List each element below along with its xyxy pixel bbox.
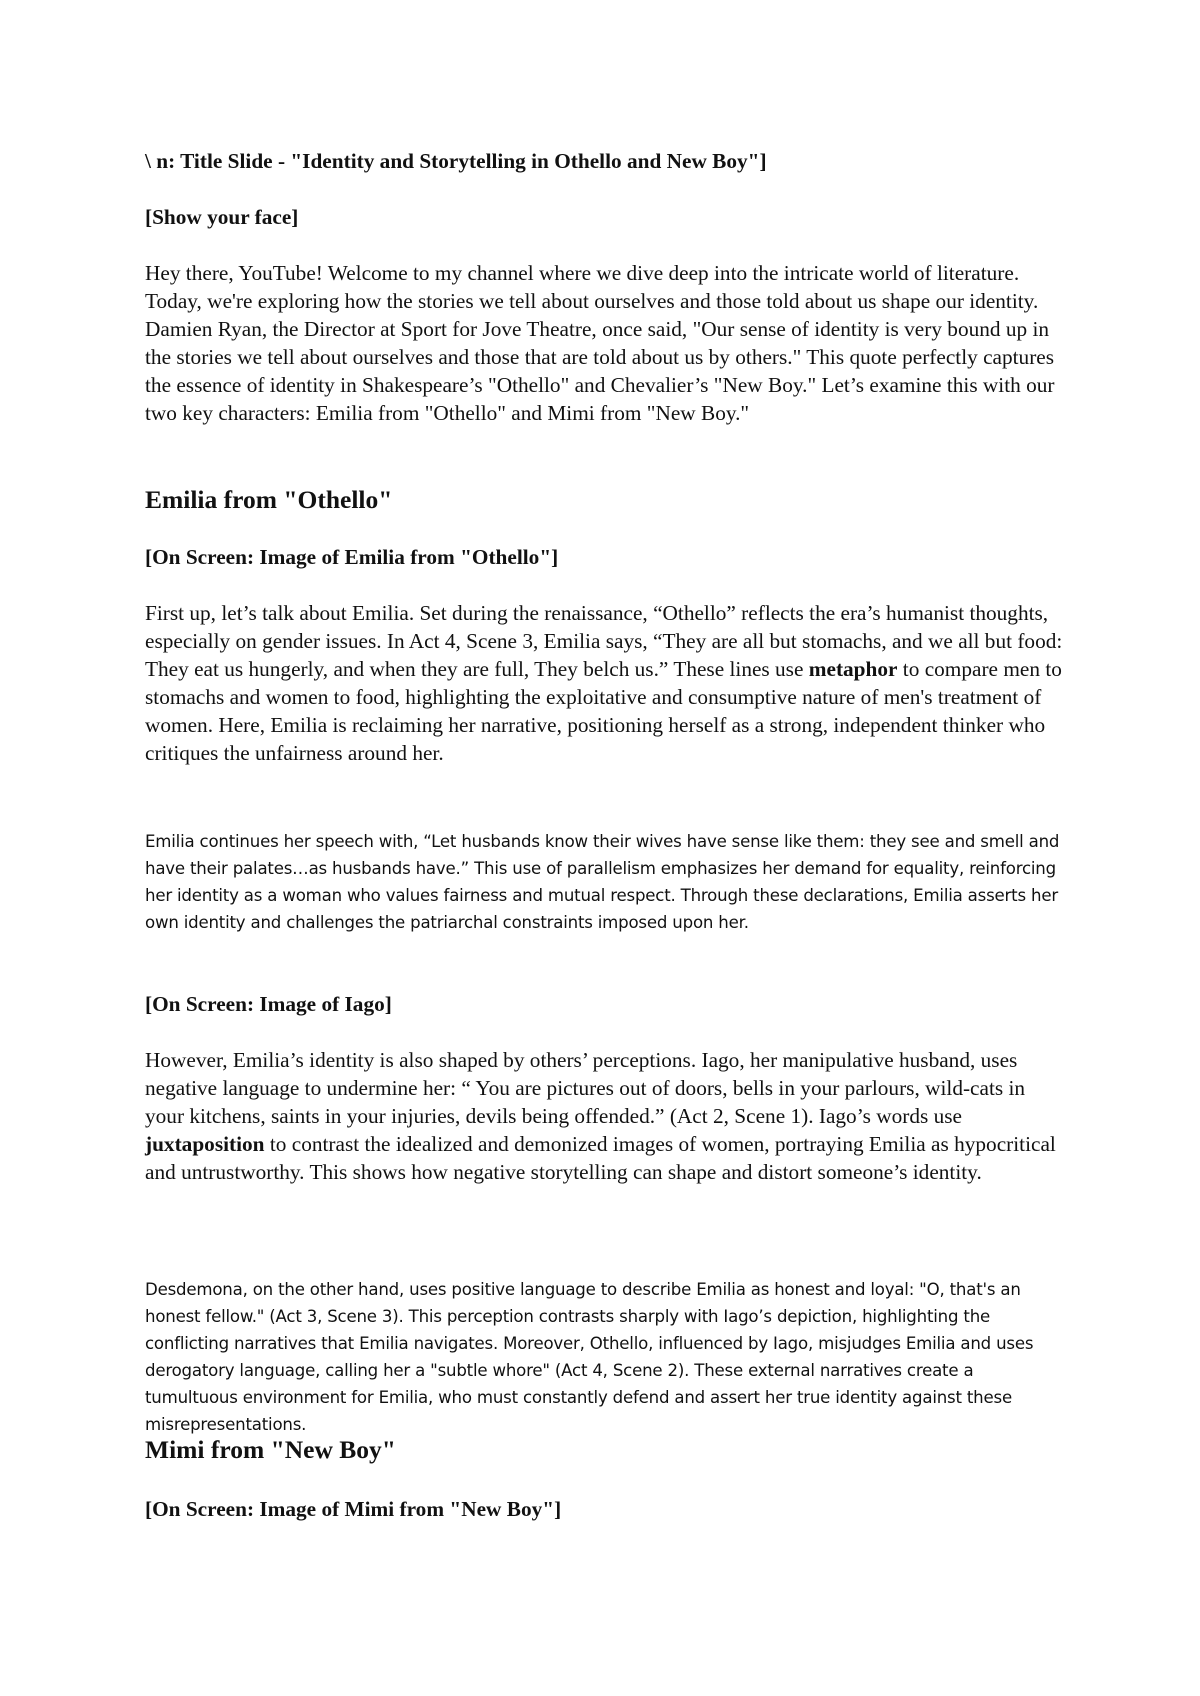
p1-text-after: to compare men to stomachs and women to food, highlighting the exploitative and consumptive nature of men's treatment of women. Here, Emilia is reclaiming her narrative, positioning herself as a strong, independent thinker who critiques the unfairness around her. [145,657,1062,765]
heading-emilia: Emilia from "Othello" [145,485,393,514]
p3-text-after: to contrast the idealized and demonized images of women, portraying Emilia as hypocritical and untrustworthy. This shows how negative storytelling can shape and distort someone’s identity. [145,1132,1056,1184]
p3-bold-term: juxtaposition [145,1132,265,1156]
title-slide-line: \ n: Title Slide - "Identity and Storytelling in Othello and New Boy"] [145,149,767,173]
emilia-paragraph-2: Emilia continues her speech with, “Let husbands know their wives have sense like them: they see and smell and have their palates…as husbands have.” This use of parallelism emphasizes her demand for equality, reinforcing her identity as a woman who values fairness and mutual respect. Through these declarations, Emilia asserts her own identity and challenges the patriarchal constraints imposed upon her. [145,832,1060,932]
p1-text-before: First up, let’s talk about Emilia. Set during the renaissance, “Othello” reflects the era’s humanist thoughts, especially on gender issues. In Act 4, Scene 3, Emilia says, “They are all but stomachs, and we all but food: They eat us hungerly, and when they are full, They belch us.” These lines use [145,601,1063,681]
cue-emilia-image: [On Screen: Image of Emilia from "Othello"] [145,545,559,569]
intro-paragraph: Hey there, YouTube! Welcome to my channel where we dive deep into the intricate world of literature. Today, we're exploring how the stories we tell about ourselves and those told about us shape our identity. Damien Ryan, the Director at Sport for Jove Theatre, once said, "Our sense of identity is very bound up in the stories we tell about ourselves and those that are told about us by others." This quote perfectly captures the essence of identity in Shakespeare’s "Othello" and Chevalier’s "New Boy." Let’s examine this with our two key characters: Emilia from "Othello" and Mimi from "New Boy." [145,261,1055,425]
cue-iago-image: [On Screen: Image of Iago] [145,992,392,1016]
heading-mimi: Mimi from "New Boy" [145,1435,396,1464]
p1-bold-term: metaphor [808,657,898,681]
emilia-paragraph-1 [145,599,1065,767]
iago-paragraph [145,1046,1065,1186]
desdemona-paragraph: Desdemona, on the other hand, uses positive language to describe Emilia as honest and loyal: "O, that's an honest fellow." (Act 3, Scene 3). This perception contrasts sharply with Iago’s depiction, highlighting the conflicting narratives that Emilia navigates. Moreover, Othello, influenced by Iago, misjudges Emilia and uses derogatory language, calling her a "subtle whore" (Act 4, Scene 2). These external narratives create a tumultuous environment for Emilia, who must constantly defend and assert her true identity against these misrepresentations. [145,1280,1034,1434]
cue-mimi-image: [On Screen: Image of Mimi from "New Boy"] [145,1497,562,1521]
p3-text-before: However, Emilia’s identity is also shaped by others’ perceptions. Iago, her manipulative husband, uses negative language to undermine her: “ You are pictures out of doors, bells in your parlours, wild-cats in your kitchens, saints in your injuries, devils being offended.” (Act 2, Scene 1). Iago’s words use [145,1048,1026,1128]
show-face-cue: [Show your face] [145,205,299,229]
